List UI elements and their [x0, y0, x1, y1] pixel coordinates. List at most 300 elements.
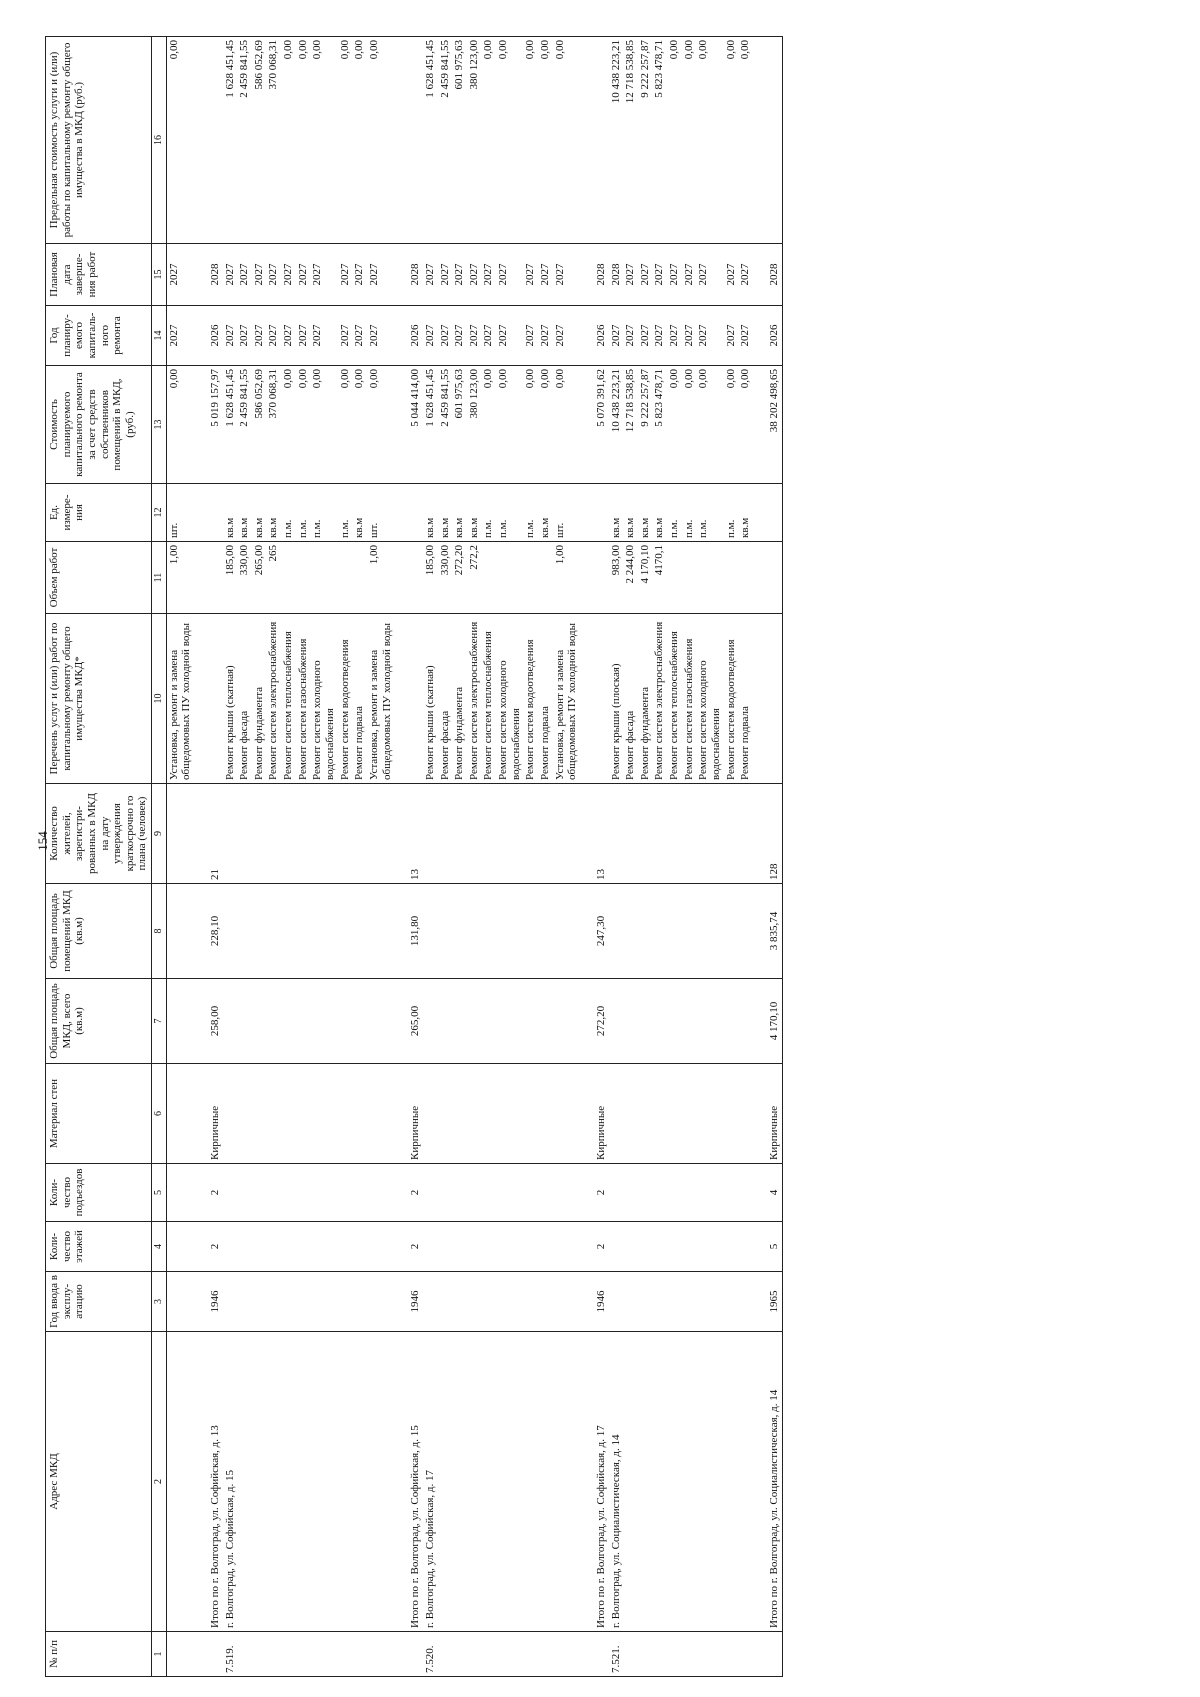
cell-c13: 0,00: [481, 366, 496, 484]
cell-c8: [696, 884, 723, 979]
cell-c10: Ремонт систем теплоснабжения: [481, 614, 496, 784]
cell-c10: Ремонт систем газоснабжения: [682, 614, 697, 784]
cell-c12: [208, 484, 223, 542]
cell-c11: 1,00: [553, 542, 580, 614]
cell-c12: п.м.: [481, 484, 496, 542]
cell-c6: [352, 1064, 367, 1164]
cell-c13: 0,00: [538, 366, 553, 484]
cell-c11: 330,00: [237, 542, 252, 614]
cell-c7: [281, 979, 296, 1064]
cell-c15: 2027: [623, 244, 638, 306]
cell-c2: [623, 1332, 638, 1632]
cell-c4: [609, 1222, 624, 1272]
cell-c16: 0,00: [367, 37, 394, 244]
column-number: 6: [152, 1064, 167, 1164]
cell-c16: [408, 37, 423, 244]
cell-c10: Установка, ремонт и замена общедомовых ПУ холодной воды: [553, 614, 580, 784]
spacer-cell: [580, 244, 594, 306]
cell-c9: 13: [594, 784, 609, 884]
cell-c9: 21: [208, 784, 223, 884]
cell-c6: [281, 1064, 296, 1164]
cell-c7: [609, 979, 624, 1064]
cell-c10: Ремонт подвала: [352, 614, 367, 784]
cell-c6: [367, 1064, 394, 1164]
cell-c10: Ремонт систем холодного водоснабжения: [496, 614, 523, 784]
cell-c4: [438, 1222, 453, 1272]
cell-c10: Ремонт подвала: [738, 614, 753, 784]
cell-c2: Итого по г. Волгоград, ул. Социалистическая, д. 14: [767, 1332, 782, 1632]
cell-c13: 601 975,63: [452, 366, 467, 484]
cell-c3: [252, 1272, 267, 1332]
cell-c3: [281, 1272, 296, 1332]
cell-c16: 1 628 451,45: [223, 37, 238, 244]
cell-c11: 1,00: [367, 542, 394, 614]
column-number: 16: [152, 37, 167, 244]
cell-c12: кв.м: [609, 484, 624, 542]
cell-c8: 228,10: [208, 884, 223, 979]
cell-c10: Ремонт фундамента: [252, 614, 267, 784]
cell-c7: [652, 979, 667, 1064]
spacer-cell: [394, 366, 408, 484]
spacer-cell: [394, 1164, 408, 1222]
cell-c5: [682, 1164, 697, 1222]
cell-c3: [553, 1272, 580, 1332]
spacer-cell: [753, 1632, 767, 1677]
cell-c16: [594, 37, 609, 244]
cell-c4: [638, 1222, 653, 1272]
header-cell: Количество жителей, зарегистри-рованных в МКД на дату утверждения краткосрочно го плана (человек): [46, 784, 152, 884]
cell-c11: 1,00: [166, 542, 194, 614]
cell-c10: [767, 614, 782, 784]
cell-c6: [724, 1064, 739, 1164]
cell-c2: [352, 1332, 367, 1632]
cell-c15: 2027: [223, 244, 238, 306]
cell-c11: 4170,1: [652, 542, 667, 614]
table-row: [667, 37, 682, 1677]
cell-c11: 265,00: [252, 542, 267, 614]
cell-c12: [594, 484, 609, 542]
cell-c14: 2027: [352, 306, 367, 366]
table-row: [523, 37, 538, 1677]
cell-c4: [538, 1222, 553, 1272]
cell-c8: [638, 884, 653, 979]
cell-c2: г. Волгоград, ул. Софийская, д. 15: [223, 1332, 238, 1632]
cell-c1: 7.519.: [223, 1632, 238, 1677]
spacer-cell: [394, 1332, 408, 1632]
cell-c4: [667, 1222, 682, 1272]
table-row: [682, 37, 697, 1677]
table-row: [438, 37, 453, 1677]
cell-c1: [538, 1632, 553, 1677]
cell-c15: 2027: [496, 244, 523, 306]
cell-c5: [481, 1164, 496, 1222]
header-cell: Стоимость планируемого капитального ремонта за счет средств собственников помещений в МКД, (руб.): [46, 366, 152, 484]
cell-c2: [296, 1332, 311, 1632]
cell-c9: [367, 784, 394, 884]
total-row: [208, 37, 223, 1677]
cell-c4: [523, 1222, 538, 1272]
cell-c7: [481, 979, 496, 1064]
cell-c7: [738, 979, 753, 1064]
cell-c2: [523, 1332, 538, 1632]
cell-c9: [266, 784, 281, 884]
cell-c6: [523, 1064, 538, 1164]
cell-c14: 2027: [281, 306, 296, 366]
cell-c9: [667, 784, 682, 884]
cell-c16: 0,00: [281, 37, 296, 244]
cell-c9: [296, 784, 311, 884]
cell-c10: Ремонт фасада: [438, 614, 453, 784]
cell-c3: [652, 1272, 667, 1332]
cell-c5: [223, 1164, 238, 1222]
cell-c6: [609, 1064, 624, 1164]
cell-c12: [408, 484, 423, 542]
cell-c13: 0,00: [281, 366, 296, 484]
cell-c1: [724, 1632, 739, 1677]
cell-c12: кв.м: [467, 484, 482, 542]
cell-c8: [553, 884, 580, 979]
cell-c1: [367, 1632, 394, 1677]
cell-c12: шт.: [166, 484, 194, 542]
cell-c6: [652, 1064, 667, 1164]
cell-c3: [623, 1272, 638, 1332]
cell-c16: 0,00: [310, 37, 337, 244]
cell-c4: [310, 1222, 337, 1272]
spacer-cell: [394, 244, 408, 306]
cell-c5: [438, 1164, 453, 1222]
cell-c16: 370 068,31: [266, 37, 281, 244]
cell-c4: 2: [594, 1222, 609, 1272]
header-cell: Общая площадь МКД, всего (кв.м): [46, 979, 152, 1064]
cell-c11: 185,00: [423, 542, 438, 614]
spacer-cell: [753, 542, 767, 614]
cell-c4: [481, 1222, 496, 1272]
header-cell: Объем работ: [46, 542, 152, 614]
cell-c2: [281, 1332, 296, 1632]
cell-c8: [538, 884, 553, 979]
cell-c5: [352, 1164, 367, 1222]
cell-c8: [352, 884, 367, 979]
cell-c10: Ремонт подвала: [538, 614, 553, 784]
cell-c5: [281, 1164, 296, 1222]
cell-c13: 0,00: [738, 366, 753, 484]
column-number: 1: [152, 1632, 167, 1677]
cell-c4: [423, 1222, 438, 1272]
cell-c15: 2027: [166, 244, 194, 306]
cell-c11: 272,2: [467, 542, 482, 614]
cell-c1: [281, 1632, 296, 1677]
cell-c12: п.м.: [281, 484, 296, 542]
cell-c13: 370 068,31: [266, 366, 281, 484]
cell-c7: 265,00: [408, 979, 423, 1064]
cell-c7: [523, 979, 538, 1064]
cell-c2: [266, 1332, 281, 1632]
spacer-cell: [580, 1222, 594, 1272]
cell-c16: 0,00: [523, 37, 538, 244]
header-cell: Коли-чество подъездов: [46, 1164, 152, 1222]
cell-c16: 0,00: [724, 37, 739, 244]
cell-c12: п.м.: [724, 484, 739, 542]
cell-c6: [682, 1064, 697, 1164]
cell-c4: [223, 1222, 238, 1272]
cell-c8: [310, 884, 337, 979]
cell-c9: [310, 784, 337, 884]
cell-c14: 2027: [638, 306, 653, 366]
cell-c6: [237, 1064, 252, 1164]
column-number: 13: [152, 366, 167, 484]
cell-c15: 2027: [682, 244, 697, 306]
cell-c16: 0,00: [553, 37, 580, 244]
cell-c14: 2027: [166, 306, 194, 366]
cell-c11: 330,00: [438, 542, 453, 614]
cell-c7: [724, 979, 739, 1064]
cell-c1: 7.520.: [423, 1632, 438, 1677]
cell-c16: 1 628 451,45: [423, 37, 438, 244]
cell-c7: [696, 979, 723, 1064]
cell-c9: [682, 784, 697, 884]
cell-c9: [553, 784, 580, 884]
cell-c3: [609, 1272, 624, 1332]
cell-c9: [438, 784, 453, 884]
spacer-cell: [580, 884, 594, 979]
cell-c15: 2027: [296, 244, 311, 306]
cell-c2: [438, 1332, 453, 1632]
cell-c15: 2028: [594, 244, 609, 306]
cell-c12: кв.м: [652, 484, 667, 542]
cell-c3: [310, 1272, 337, 1332]
cell-c9: [623, 784, 638, 884]
cell-c6: [667, 1064, 682, 1164]
cell-c7: [638, 979, 653, 1064]
cell-c1: [638, 1632, 653, 1677]
cell-c10: Ремонт систем теплоснабжения: [667, 614, 682, 784]
spacer-cell: [753, 1272, 767, 1332]
header-cell: Общая площадь помещений МКД (кв.м): [46, 884, 152, 979]
column-number: 10: [152, 614, 167, 784]
table-row: [296, 37, 311, 1677]
table-row: [281, 37, 296, 1677]
cell-c8: [296, 884, 311, 979]
cell-c7: 272,20: [594, 979, 609, 1064]
cell-c11: [738, 542, 753, 614]
cell-c7: [623, 979, 638, 1064]
cell-c13: 0,00: [166, 366, 194, 484]
cell-c14: 2026: [767, 306, 782, 366]
cell-c2: [452, 1332, 467, 1632]
cell-c14: 2027: [223, 306, 238, 366]
cell-c2: [652, 1332, 667, 1632]
cell-c15: 2027: [438, 244, 453, 306]
cell-c6: [738, 1064, 753, 1164]
cell-c11: [767, 542, 782, 614]
cell-c16: 9 222 257,87: [638, 37, 653, 244]
total-row: [767, 37, 782, 1677]
cell-c12: п.м.: [682, 484, 697, 542]
cell-c1: [594, 1632, 609, 1677]
cell-c3: [352, 1272, 367, 1332]
cell-c5: [538, 1164, 553, 1222]
cell-c6: [310, 1064, 337, 1164]
cell-c8: [467, 884, 482, 979]
cell-c9: [481, 784, 496, 884]
cell-c4: [252, 1222, 267, 1272]
spacer-cell: [394, 884, 408, 979]
cell-c8: [438, 884, 453, 979]
spacer-cell: [194, 306, 208, 366]
cell-c8: [738, 884, 753, 979]
cell-c3: [166, 1272, 194, 1332]
cell-c5: [623, 1164, 638, 1222]
cell-c3: 1946: [208, 1272, 223, 1332]
cell-c7: [352, 979, 367, 1064]
cell-c12: кв.м: [252, 484, 267, 542]
column-number: 9: [152, 784, 167, 884]
spacer-cell: [394, 784, 408, 884]
cell-c9: [523, 784, 538, 884]
cell-c6: [252, 1064, 267, 1164]
spacer-cell: [753, 1222, 767, 1272]
cell-c8: [481, 884, 496, 979]
cell-c14: 2027: [523, 306, 538, 366]
cell-c5: [609, 1164, 624, 1222]
cell-c14: 2027: [667, 306, 682, 366]
cell-c4: [724, 1222, 739, 1272]
spacer-cell: [580, 614, 594, 784]
cell-c13: 0,00: [310, 366, 337, 484]
cell-c12: кв.м: [738, 484, 753, 542]
spacer-cell: [194, 1164, 208, 1222]
table-row: [724, 37, 739, 1677]
cell-c11: [481, 542, 496, 614]
cell-c11: [208, 542, 223, 614]
spacer-cell: [580, 979, 594, 1064]
cell-c11: 983,00: [609, 542, 624, 614]
cell-c4: 5: [767, 1222, 782, 1272]
cell-c15: 2027: [667, 244, 682, 306]
table-row: [452, 37, 467, 1677]
total-row: [594, 37, 609, 1677]
cell-c6: [296, 1064, 311, 1164]
cell-c16: 0,00: [682, 37, 697, 244]
cell-c10: Ремонт крыши (скатная): [223, 614, 238, 784]
cell-c2: [252, 1332, 267, 1632]
cell-c4: [682, 1222, 697, 1272]
cell-c14: 2026: [208, 306, 223, 366]
cell-c6: [423, 1064, 438, 1164]
table-row: [496, 37, 523, 1677]
table-row: [166, 37, 194, 1677]
column-number: 2: [152, 1332, 167, 1632]
cell-c1: [266, 1632, 281, 1677]
cell-c14: 2027: [496, 306, 523, 366]
cell-c7: [553, 979, 580, 1064]
cell-c14: 2027: [367, 306, 394, 366]
cell-c8: [281, 884, 296, 979]
cell-c14: 2027: [553, 306, 580, 366]
cell-c6: [638, 1064, 653, 1164]
table-row: [623, 37, 638, 1677]
cell-c14: 2027: [481, 306, 496, 366]
cell-c16: 0,00: [496, 37, 523, 244]
cell-c15: 2028: [767, 244, 782, 306]
cell-c14: 2027: [724, 306, 739, 366]
spacer-cell: [580, 1064, 594, 1164]
cell-c7: [538, 979, 553, 1064]
cell-c10: Ремонт крыши (скатная): [423, 614, 438, 784]
cell-c15: 2027: [652, 244, 667, 306]
cell-c2: Итого по г. Волгоград, ул. Софийская, д. 13: [208, 1332, 223, 1632]
cell-c11: [338, 542, 353, 614]
cell-c3: [338, 1272, 353, 1332]
cell-c6: [452, 1064, 467, 1164]
cell-c14: 2027: [609, 306, 624, 366]
cell-c3: 1965: [767, 1272, 782, 1332]
cell-c12: кв.м: [223, 484, 238, 542]
spacer-cell: [194, 366, 208, 484]
cell-c11: [594, 542, 609, 614]
cell-c9: [738, 784, 753, 884]
table-row: [338, 37, 353, 1677]
cell-c3: [467, 1272, 482, 1332]
cell-c12: кв.м: [352, 484, 367, 542]
spacer-cell: [394, 542, 408, 614]
cell-c5: 4: [767, 1164, 782, 1222]
cell-c9: [652, 784, 667, 884]
table-row: [252, 37, 267, 1677]
cell-c5: 2: [408, 1164, 423, 1222]
spacer-cell: [194, 37, 208, 244]
cell-c13: 2 459 841,55: [237, 366, 252, 484]
cell-c9: [696, 784, 723, 884]
header-cell: Год ввода в эксплу-атацию: [46, 1272, 152, 1332]
cell-c1: [166, 1632, 194, 1677]
cell-c1: 7.521.: [609, 1632, 624, 1677]
cell-c11: [496, 542, 523, 614]
cell-c2: [237, 1332, 252, 1632]
cell-c15: 2027: [423, 244, 438, 306]
cell-c15: 2027: [538, 244, 553, 306]
cell-c9: [281, 784, 296, 884]
table-row: [609, 37, 624, 1677]
spacer-cell: [580, 1632, 594, 1677]
cell-c3: [223, 1272, 238, 1332]
cell-c1: [553, 1632, 580, 1677]
spacer-cell: [194, 1332, 208, 1632]
table-row: [266, 37, 281, 1677]
spacer-cell: [753, 484, 767, 542]
spacer-cell: [194, 484, 208, 542]
cell-c13: 380 123,00: [467, 366, 482, 484]
cell-c15: 2028: [609, 244, 624, 306]
cell-c14: 2026: [594, 306, 609, 366]
cell-c5: [252, 1164, 267, 1222]
header-cell: Адрес МКД: [46, 1332, 152, 1632]
cell-c13: 0,00: [352, 366, 367, 484]
cell-c3: [667, 1272, 682, 1332]
cell-c1: [767, 1632, 782, 1677]
cell-c15: 2027: [266, 244, 281, 306]
column-number-row: [152, 37, 167, 1677]
cell-c9: [338, 784, 353, 884]
cell-c16: 2 459 841,55: [438, 37, 453, 244]
cell-c1: [408, 1632, 423, 1677]
cell-c8: [338, 884, 353, 979]
cell-c16: 601 975,63: [452, 37, 467, 244]
spacer-cell: [394, 614, 408, 784]
cell-c8: [367, 884, 394, 979]
cell-c4: [166, 1222, 194, 1272]
cell-c9: [609, 784, 624, 884]
